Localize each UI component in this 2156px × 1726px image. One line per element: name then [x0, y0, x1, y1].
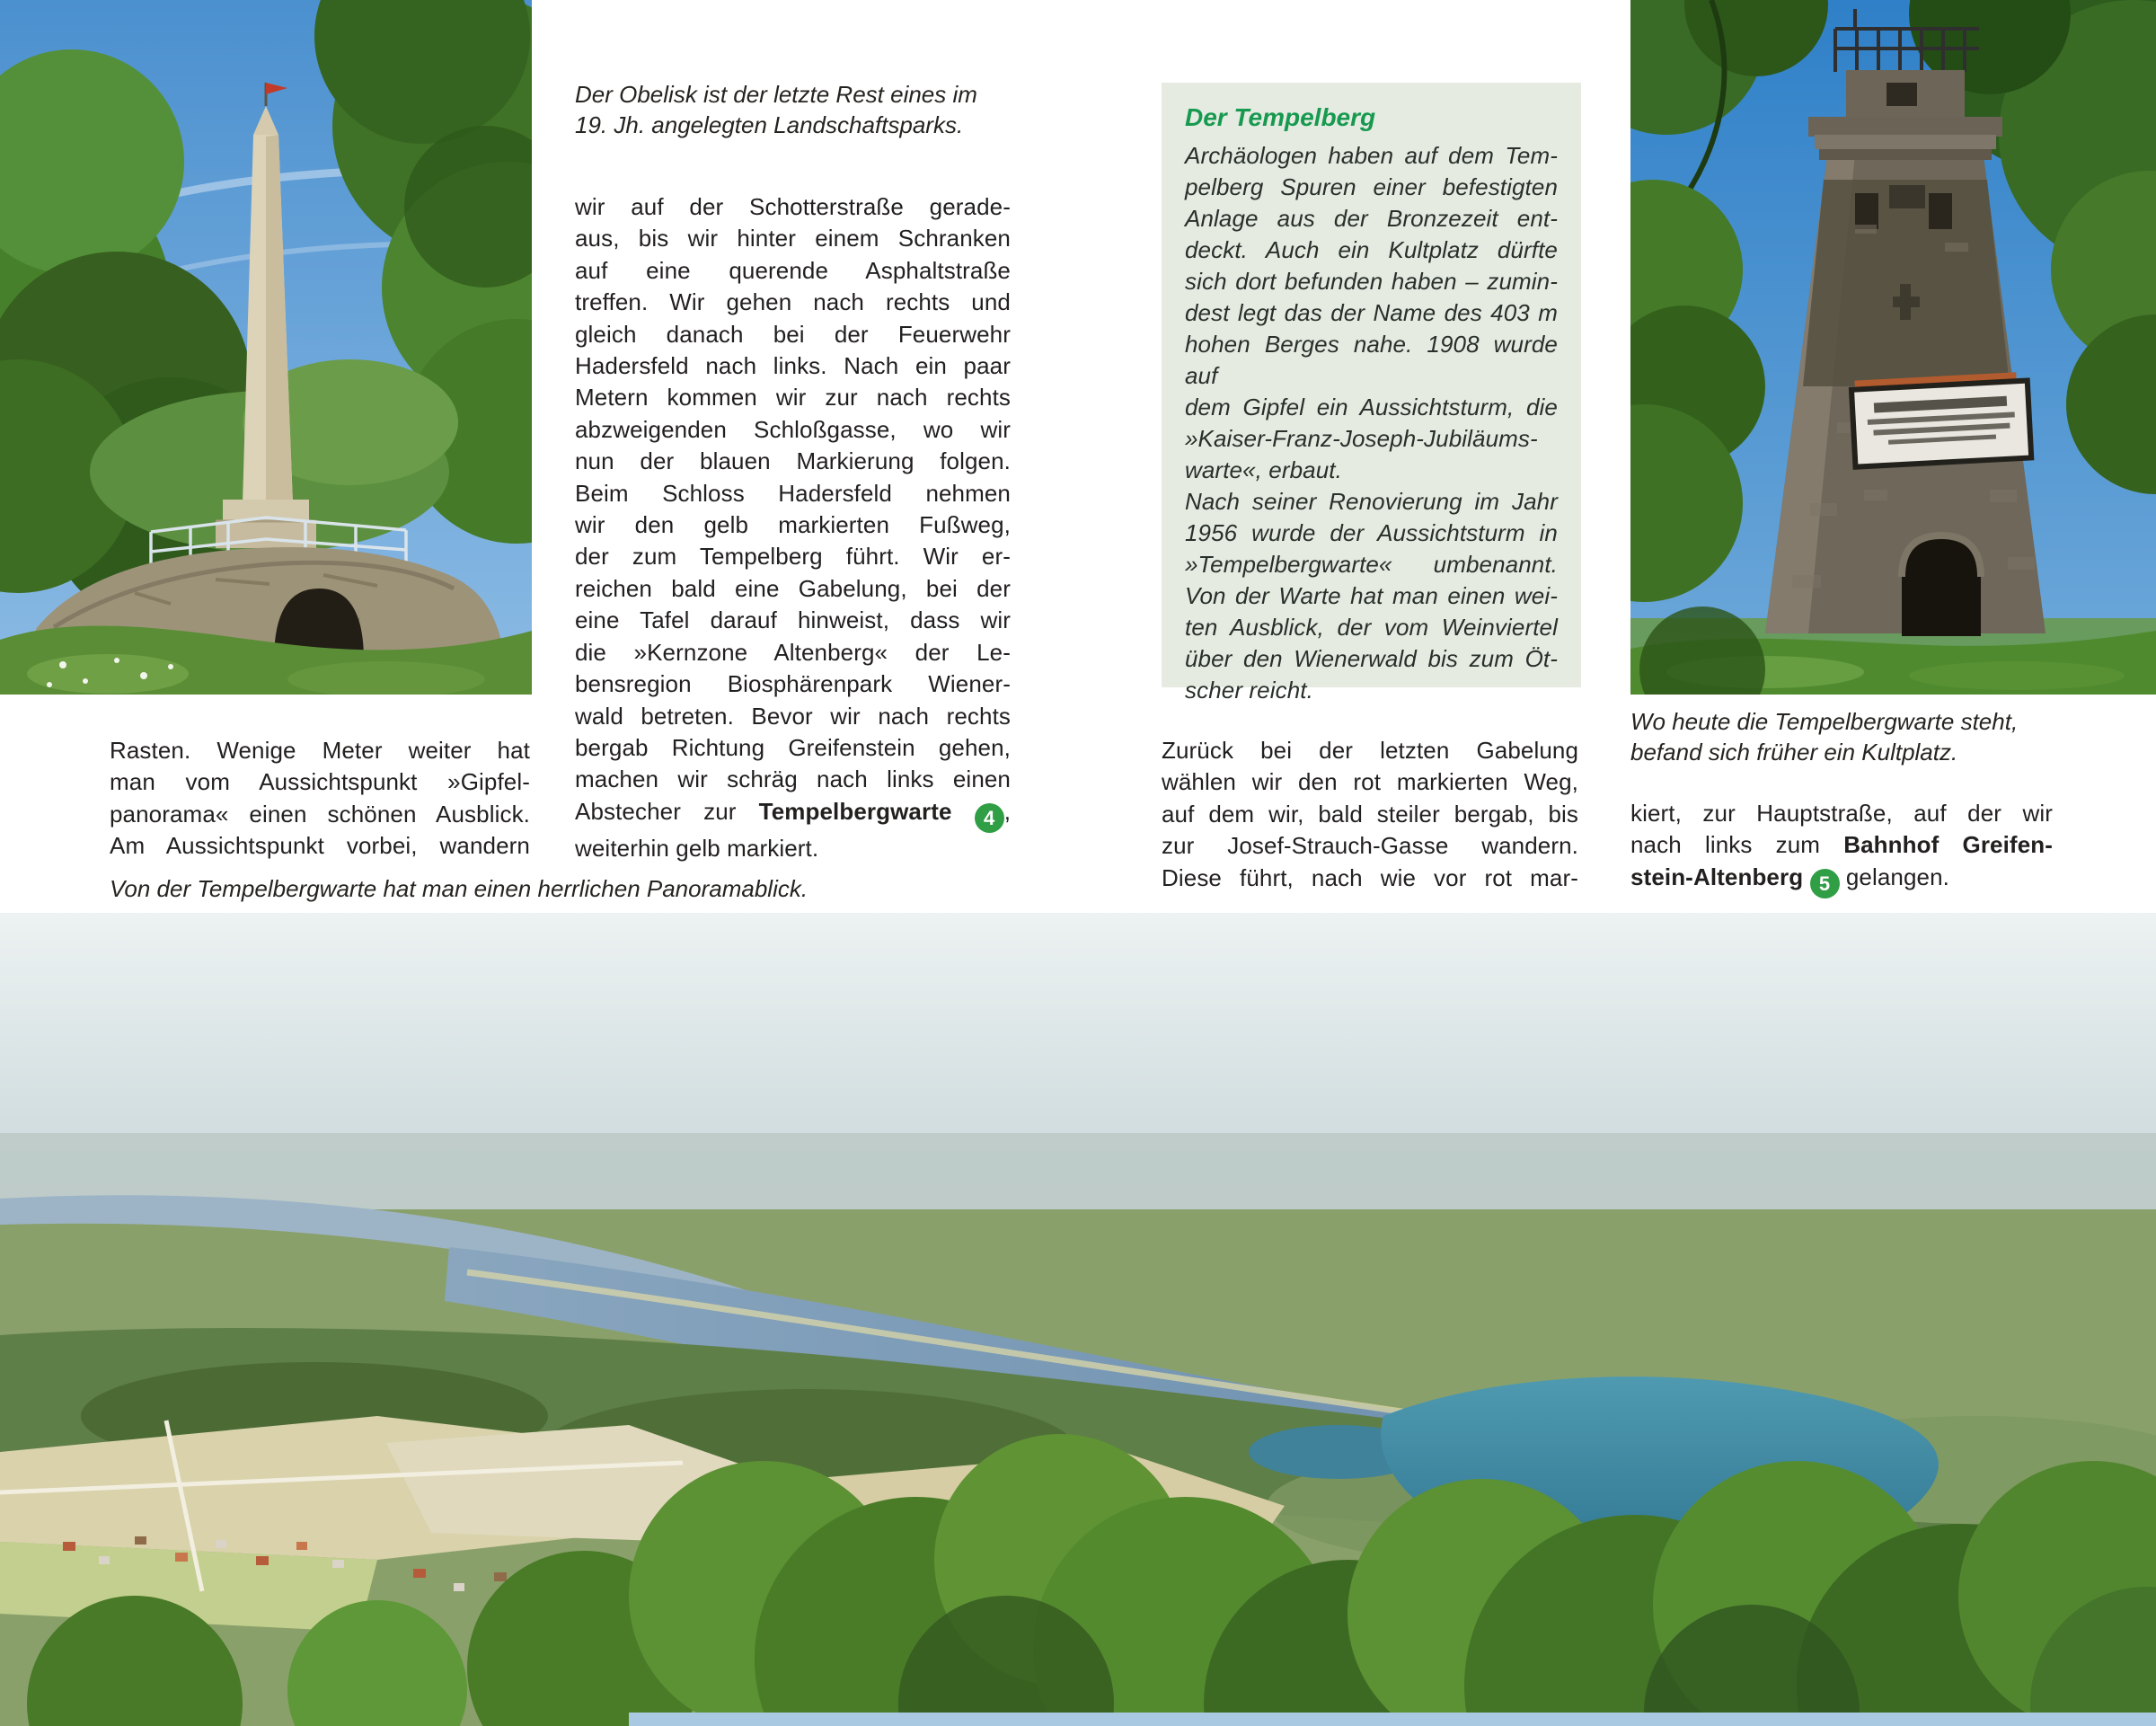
text-line: »Kaiser-Franz-Joseph-Jubiläums-: [1185, 425, 1538, 452]
text-line: bergab Richtung Greifenstein gehen,: [575, 733, 1011, 761]
text-line: abzweigenden Schloßgasse, wo wir: [575, 415, 1011, 443]
text-line: Wo heute die Tempelbergwarte steht,: [1630, 708, 2019, 735]
text-line: pelberg Spuren einer befestigten: [1185, 173, 1558, 200]
column1-body: [110, 735, 530, 863]
text-line: gleich danach bei der Feuerwehr: [575, 320, 1011, 348]
text-line: nun der blauen Markierung folgen.: [575, 447, 1011, 475]
text-line: »Tempelbergwarte« umbenannt.: [1185, 551, 1558, 578]
tower-caption: [1630, 706, 2134, 767]
text-line: sich dort befunden haben – zumin-: [1185, 268, 1558, 295]
bottom-water-sliver: [629, 1713, 2156, 1726]
column4-line2: [1630, 829, 2053, 861]
text-line: wählen wir den rot markierten Weg,: [1162, 768, 1578, 796]
obelisk-caption: [575, 79, 1004, 140]
text-line: Diese führt, nach wie vor rot mar-: [1162, 863, 1578, 891]
text-line: bensregion Biosphärenpark Wiener-: [575, 670, 1011, 698]
obelisk-photo: [0, 0, 532, 695]
text-line: scher reicht.: [1185, 677, 1313, 704]
text-line: wir den gelb markierten Fußweg,: [575, 511, 1011, 539]
line-prefix: nach links zum: [1630, 831, 1844, 859]
text-line: befand sich früher ein Kultplatz.: [1630, 739, 1958, 766]
tempelbergwarte-label: Tempelbergwarte: [758, 797, 952, 825]
text-line: machen wir schräg nach links einen: [575, 766, 1011, 793]
text-line: treffen. Wir gehen nach rechts und: [575, 288, 1011, 316]
text-line: 19. Jh. angelegten Landschaftsparks.: [575, 111, 964, 138]
text-line: zur Josef-Strauch-Gasse wandern.: [1162, 832, 1578, 860]
text-line: Anlage aus der Bronzezeit ent-: [1185, 205, 1558, 232]
route-marker-5: 5: [1810, 869, 1840, 898]
bahnhof-label-part1: Bahnhof Greifen-: [1843, 831, 2053, 859]
text-line: man vom Aussichtspunkt »Gipfel-: [110, 768, 530, 796]
text-line: reichen bald eine Gabelung, bei der: [575, 574, 1011, 602]
text-line: Hadersfeld nach links. Nach ein paar: [575, 352, 1011, 380]
column3-body: [1162, 735, 1578, 894]
tower-photo: [1630, 0, 2156, 695]
route-marker-4: 4: [975, 803, 1004, 833]
line-suffix: gelangen.: [1839, 863, 1949, 890]
infobox-title: Der Tempelberg: [1185, 103, 1376, 131]
text-line: Rasten. Wenige Meter weiter hat: [110, 737, 530, 764]
panorama-photo: [0, 913, 2156, 1726]
column4-line3: [1630, 862, 2053, 899]
text-line: Beim Schloss Hadersfeld nehmen: [575, 479, 1011, 507]
text-line: ten Ausblick, der vom Weinviertel: [1185, 614, 1558, 641]
text-line: deckt. Auch ein Kultplatz dürfte: [1185, 236, 1558, 263]
column4-body: [1630, 798, 2053, 898]
panorama-caption: Von der Tempelbergwarte hat man einen herrlichen Panoramablick.: [110, 875, 808, 902]
text-line: auf eine querende Asphaltstraße: [575, 256, 1011, 284]
column4-line1: kiert, zur Hauptstraße, auf der wir: [1630, 800, 2053, 827]
text-line: der zum Tempelberg führt. Wir er-: [575, 543, 1011, 571]
text-line: Zurück bei der letzten Gabelung: [1162, 737, 1578, 764]
text-line: 1956 wurde der Aussichtsturm in: [1185, 519, 1558, 546]
tempelberg-infobox: [1162, 83, 1581, 704]
text-line: auf dem wir, bald steiler bergab, bis: [1162, 800, 1578, 828]
infobox-body: [1185, 140, 1558, 706]
line-suffix: ,: [1003, 797, 1012, 825]
column2-lines: [575, 191, 1011, 796]
column2-last-line: weiterhin gelb markiert.: [575, 835, 819, 863]
text-line: über den Wienerwald bis zum Öt-: [1185, 645, 1558, 672]
text-line: Metern kommen wir zur nach rechts: [575, 384, 1011, 412]
line-prefix: Abstecher zur: [575, 797, 759, 825]
text-line: eine Tafel darauf hinweist, dass wir: [575, 606, 1011, 634]
bahnhof-label-part2: stein-Altenberg: [1630, 863, 1804, 890]
text-line: Archäologen haben auf dem Tem-: [1185, 142, 1558, 169]
text-line: hohen Berges nahe. 1908 wurde auf: [1185, 331, 1558, 389]
column2-body: [575, 191, 1011, 865]
text-line: dest legt das der Name des 403 m: [1185, 299, 1558, 326]
tower-sign: [1851, 372, 2031, 467]
text-line: Von der Warte hat man einen wei-: [1185, 582, 1558, 609]
text-line: Der Obelisk ist der letzte Rest eines im: [575, 81, 977, 108]
text-line: wir auf der Schotterstraße gerade-: [575, 193, 1011, 220]
text-line: warte«, erbaut.: [1185, 456, 1342, 483]
text-line: wald betreten. Bevor wir nach rechts: [575, 702, 1011, 730]
text-line: die »Kernzone Altenberg« der Le-: [575, 638, 1011, 666]
text-line: dem Gipfel ein Aussichtsturm, die: [1185, 394, 1558, 420]
text-line: Am Aussichtspunkt vorbei, wandern: [110, 832, 530, 860]
text-line: aus, bis wir hinter einem Schranken: [575, 225, 1011, 252]
tempelbergwarte-line: [575, 796, 1011, 834]
text-line: Nach seiner Renovierung im Jahr: [1185, 488, 1558, 515]
text-line: panorama« einen schönen Ausblick.: [110, 800, 530, 828]
